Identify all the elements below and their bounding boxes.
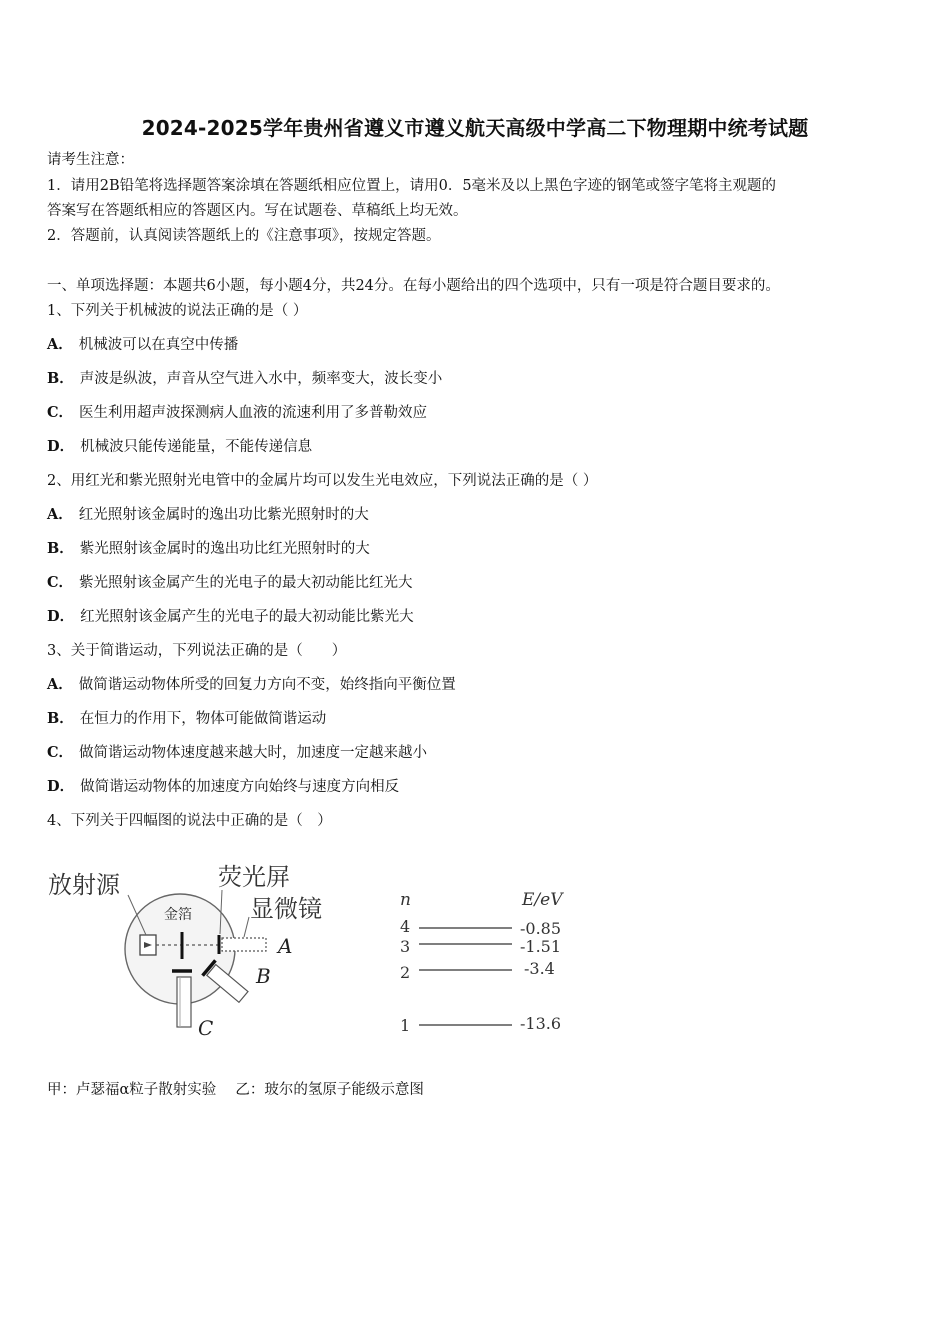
microscope-c (177, 977, 191, 1027)
option-text: 红光照射该金属产生的光电子的最大初动能比紫光大 (80, 609, 414, 625)
option-text: 声波是纵波，声音从空气进入水中，频率变大，波长变小 (79, 371, 443, 387)
option-text: 在恒力的作用下，物体可能做简谐运动 (79, 711, 327, 727)
label-foil: 金箔 (164, 907, 192, 923)
question-2-option-a (47, 505, 369, 525)
option-letter: D． (47, 608, 75, 625)
label-b: B (256, 964, 271, 988)
level-3-n: 3 (400, 937, 411, 956)
question-3-option-c (47, 743, 427, 763)
question-3-stem: 3、关于简谐运动，下列说法正确的是（ ） (47, 643, 347, 659)
question-2-option-d (47, 607, 414, 627)
level-1-n: 1 (400, 1016, 411, 1035)
level-3-e: -1.51 (520, 937, 562, 956)
option-letter: B． (47, 710, 74, 727)
option-letter: C． (47, 404, 74, 421)
option-text: 紫光照射该金属产生的光电子的最大初动能比红光大 (79, 575, 413, 591)
notice-item-1-line-1: 1．请用2B铅笔将选择题答案涂填在答题纸相应位置上，请用0．5毫米及以上黑色字迹的钢笔或签字笔将主观题的 (47, 178, 777, 194)
option-text: 机械波只能传递能量，不能传递信息 (80, 439, 313, 455)
label-screen: 荧光屏 (218, 863, 290, 891)
notice-item-2: 2．答题前，认真阅读答题纸上的《注意事项》，按规定答题。 (47, 228, 441, 244)
rutherford-diagram (44, 855, 344, 1045)
option-letter: D． (47, 438, 75, 455)
figure-caption: 甲：卢瑟福α粒子散射实验 乙：玻尔的氢原子能级示意图 (47, 1082, 424, 1098)
notice-item-1-line-2: 答案写在答题纸相应的答题区内。写在试题卷、草稿纸上均无效。 (47, 203, 468, 219)
rutherford-figure (44, 855, 344, 1045)
question-4-stem: 4、下列关于四幅图的说法中正确的是（ ） (47, 813, 332, 829)
option-text: 做简谐运动物体速度越来越大时，加速度一定越来越小 (79, 745, 428, 761)
level-2-n: 2 (400, 963, 411, 982)
option-text: 做简谐运动物体所受的回复力方向不变，始终指向平衡位置 (78, 677, 456, 693)
question-1-option-d (47, 437, 312, 457)
microscope-a (222, 938, 266, 951)
level-4-e: -0.85 (520, 919, 562, 938)
question-2-option-c (47, 573, 413, 593)
notice-heading: 请考生注意： (47, 152, 134, 168)
n-header: n (400, 890, 411, 910)
question-2-option-b (47, 539, 370, 559)
question-3-option-d (47, 777, 399, 797)
option-letter: D． (47, 778, 75, 795)
option-letter: C． (47, 574, 74, 591)
microscope-leader (244, 917, 249, 937)
question-1-option-c (47, 403, 427, 423)
level-2-e: -3.4 (524, 959, 555, 978)
question-1-option-a (47, 335, 238, 355)
section-heading: 一、单项选择题：本题共6小题，每小题4分，共24分。在每小题给出的四个选项中，只有一项是符合题目要求的。 (47, 278, 780, 294)
e-header: E/eV (522, 890, 563, 910)
question-3-option-b (47, 709, 326, 729)
option-text: 机械波可以在真空中传播 (78, 337, 239, 353)
bohr-figure (392, 880, 582, 1040)
question-2-stem: 2、用红光和紫光照射光电管中的金属片均可以发生光电效应，下列说法正确的是（ ） (47, 473, 598, 489)
option-text: 红光照射该金属时的逸出功比紫光照射时的大 (78, 507, 369, 523)
question-3-option-a (47, 675, 456, 695)
option-text: 紫光照射该金属时的逸出功比红光照射时的大 (79, 541, 370, 557)
question-1-stem: 1、下列关于机械波的说法正确的是（ ） (47, 303, 308, 319)
option-text: 医生利用超声波探测病人血液的流速利用了多普勒效应 (79, 405, 428, 421)
level-4-n: 4 (400, 917, 411, 936)
level-1-e: -13.6 (520, 1014, 562, 1033)
label-microscope: 显微镜 (250, 895, 322, 923)
option-letter: B． (47, 540, 74, 557)
option-letter: A． (47, 336, 73, 353)
question-1-option-b (47, 369, 442, 389)
page-title: 2024-2025学年贵州省遵义市遵义航天高级中学高二下物理期中统考试题 (141, 116, 809, 140)
label-source: 放射源 (48, 871, 120, 899)
option-letter: C． (47, 744, 74, 761)
bohr-diagram (392, 880, 582, 1040)
option-text: 做简谐运动物体的加速度方向始终与速度方向相反 (80, 779, 400, 795)
option-letter: B． (47, 370, 74, 387)
label-a: A (278, 934, 293, 958)
option-letter: A． (47, 676, 73, 693)
label-c: C (198, 1016, 214, 1040)
option-letter: A． (47, 506, 73, 523)
